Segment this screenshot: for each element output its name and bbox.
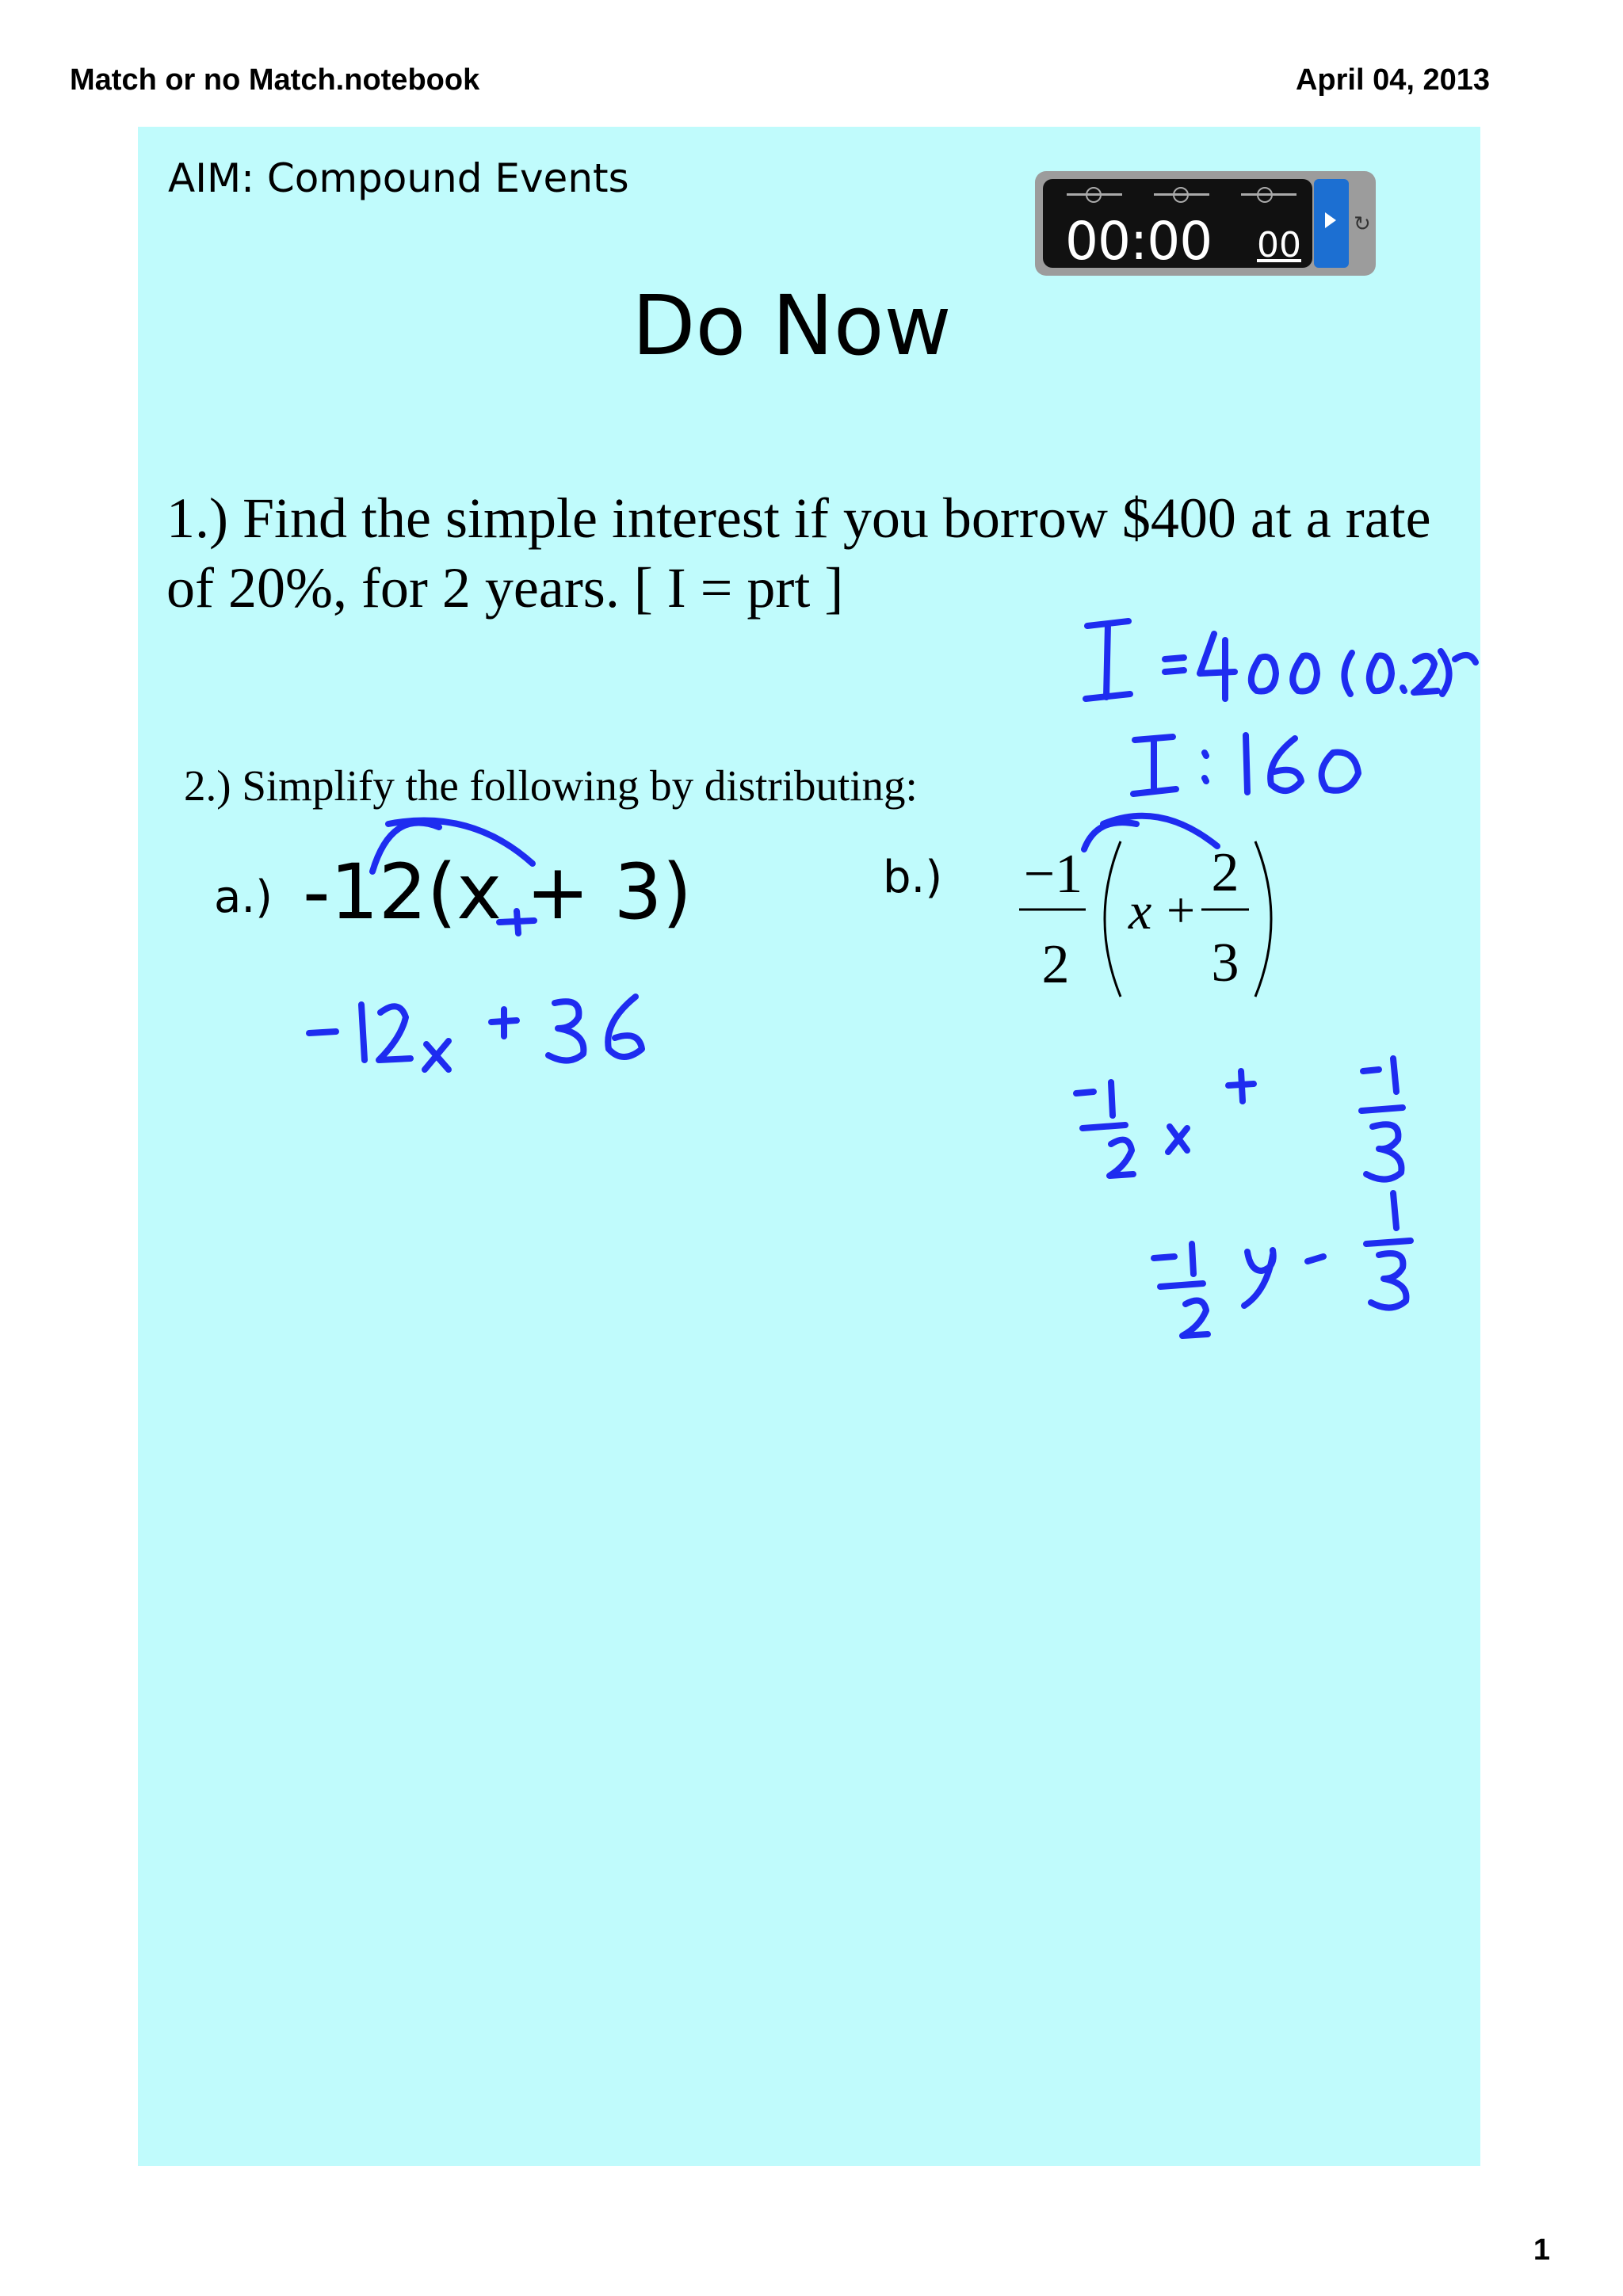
fraction-denominator: 3 — [1211, 933, 1239, 994]
fraction-numerator: 2 — [1211, 842, 1239, 903]
timer-digits: 00:00 — [1065, 211, 1212, 272]
page-number: 1 — [1533, 2233, 1550, 2267]
variable-x: x — [1128, 883, 1152, 940]
ink-answer-a — [309, 997, 642, 1070]
ink-answer-b-step1 — [1076, 1058, 1403, 1180]
plus-operator: + — [1167, 882, 1196, 938]
page-date: April 04, 2013 — [1295, 63, 1490, 97]
notebook-title: Match or no Match.notebook — [70, 63, 480, 97]
coefficient-denominator: 2 — [1041, 934, 1070, 995]
timer-hundredths: 00 — [1257, 225, 1301, 265]
ink-distribution-arcs — [372, 821, 534, 933]
refresh-icon[interactable]: ↻ — [1354, 212, 1371, 236]
coefficient-numerator: −1 — [1023, 844, 1083, 905]
ink-answer-b-step2 — [1154, 1193, 1411, 1336]
part-a-expression: -12(x + 3) — [303, 848, 693, 936]
aim-text: AIM: Compound Events — [168, 155, 629, 201]
question-1: 1.) Find the simple interest if you borrow $400 at a rate of 20%, for 2 years. [ I = prt ] — [166, 486, 1431, 620]
handwritten-annotations — [138, 127, 1480, 2166]
part-a-label: a.) — [214, 871, 273, 923]
ink-interest-equation — [1086, 621, 1476, 699]
question-2: 2.) Simplify the following by distributing: — [184, 761, 918, 810]
part-b-label: b.) — [883, 852, 943, 903]
ink-interest-result — [1133, 735, 1358, 794]
ink-distribution-arcs-b — [1084, 816, 1217, 849]
notebook-slide — [138, 127, 1480, 2166]
slide-title: Do Now — [632, 277, 952, 374]
